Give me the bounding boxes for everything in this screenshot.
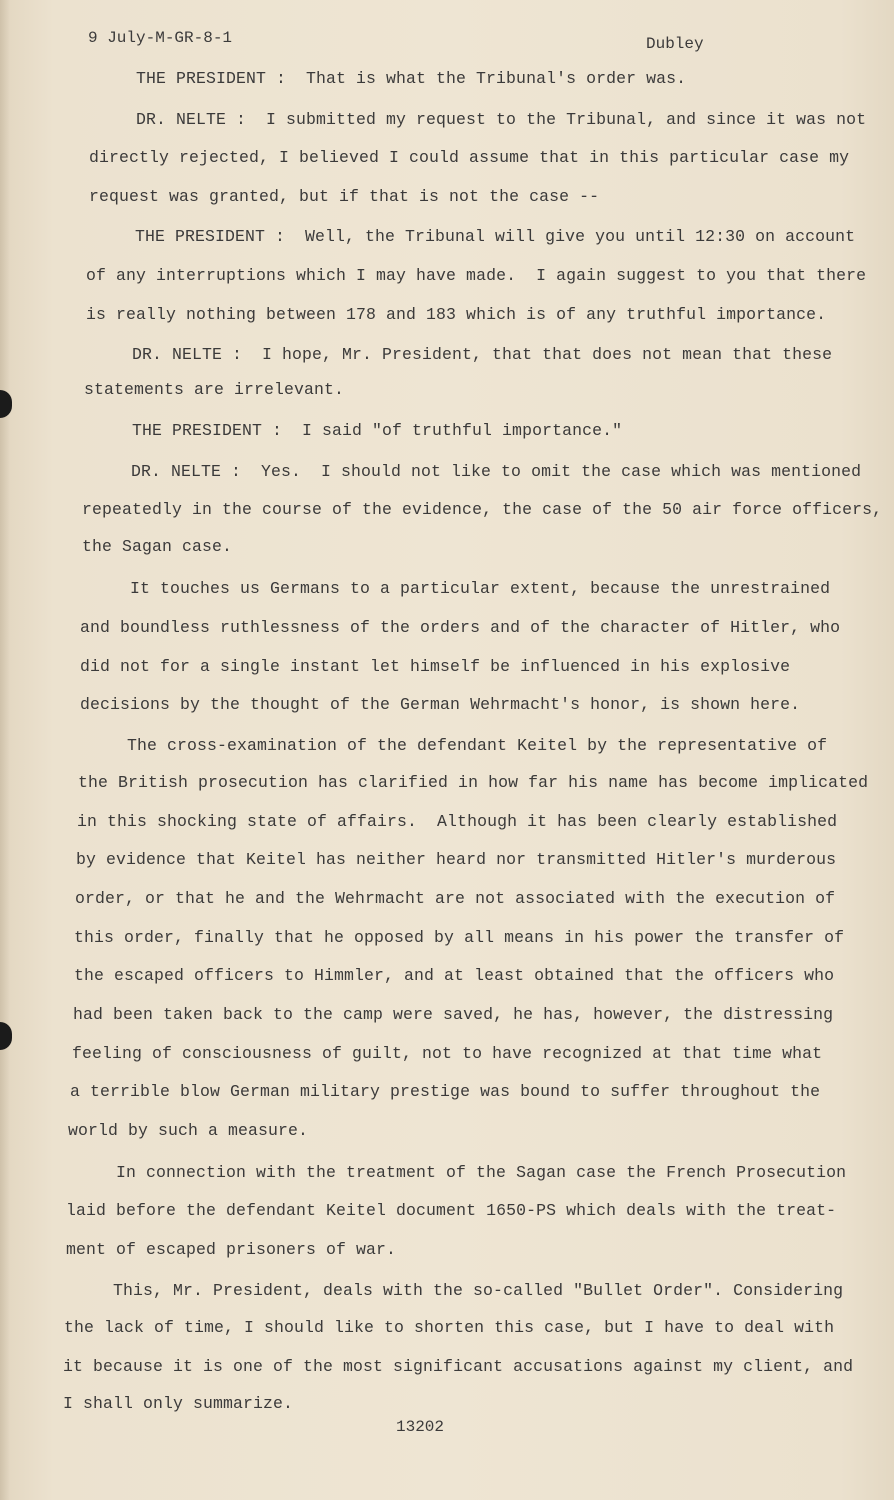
text-line: statements are irrelevant. — [84, 380, 345, 399]
text-line: and boundless ruthlessness of the orders and of the character of Hitler, who — [80, 618, 841, 637]
text-line: It touches us Germans to a particular extent, because the unrestrained — [130, 579, 831, 598]
text-line: THE PRESIDENT : Well, the Tribunal will give you until 12:30 on account — [135, 227, 856, 246]
text-line: it because it is one of the most significant accusations against my client, and — [63, 1357, 854, 1376]
text-line: DR. NELTE : I submitted my request to the Tribunal, and since it was not — [136, 110, 867, 129]
text-line: a terrible blow German military prestige was bound to suffer throughout the — [70, 1082, 821, 1101]
text-line: directly rejected, I believed I could assume that in this particular case my — [89, 148, 850, 167]
text-line: The cross-examination of the defendant Keitel by the representative of — [127, 736, 828, 755]
text-line: THE PRESIDENT : I said "of truthful importance." — [132, 421, 623, 440]
text-line: request was granted, but if that is not the case -- — [89, 187, 600, 206]
text-line: by evidence that Keitel has neither heard nor transmitted Hitler's murderous — [76, 850, 837, 869]
text-line: This, Mr. President, deals with the so-called "Bullet Order". Considering — [113, 1281, 844, 1300]
text-line: the escaped officers to Himmler, and at least obtained that the officers who — [74, 966, 835, 985]
text-line: DR. NELTE : I hope, Mr. President, that that does not mean that these — [132, 345, 833, 364]
document-reference: 9 July-M-GR-8-1 — [88, 29, 233, 47]
punch-hole-lower — [0, 1022, 12, 1050]
text-line: this order, finally that he opposed by all means in his power the transfer of — [74, 928, 845, 947]
text-line: of any interruptions which I may have made. I again suggest to you that there — [86, 266, 867, 285]
text-line: in this shocking state of affairs. Although it has been clearly established — [77, 812, 838, 831]
text-line: is really nothing between 178 and 183 which is of any truthful importance. — [86, 305, 827, 324]
text-line: did not for a single instant let himself be influenced in his explosive — [80, 657, 791, 676]
reporter-name: Dubley — [646, 35, 704, 53]
text-line: decisions by the thought of the German Wehrmacht's honor, is shown here. — [80, 695, 801, 714]
text-line: THE PRESIDENT : That is what the Tribunal's order was. — [136, 69, 687, 88]
text-line: had been taken back to the camp were saved, he has, however, the distressing — [73, 1005, 834, 1024]
text-line: laid before the defendant Keitel document 1650-PS which deals with the treat- — [66, 1201, 837, 1220]
left-edge-shadow — [0, 0, 10, 1500]
text-line: In connection with the treatment of the Sagan case the French Prosecution — [116, 1163, 847, 1182]
text-line: ment of escaped prisoners of war. — [66, 1240, 397, 1259]
text-line: repeatedly in the course of the evidence, the case of the 50 air force officers, — [82, 500, 883, 519]
punch-hole-upper — [0, 390, 12, 418]
text-line: world by such a measure. — [68, 1121, 309, 1140]
text-line: DR. NELTE : Yes. I should not like to omit the case which was mentioned — [131, 462, 862, 481]
text-line: the British prosecution has clarified in how far his name has become implicated — [78, 773, 869, 792]
text-line: the Sagan case. — [82, 537, 233, 556]
page-number: 13202 — [396, 1418, 445, 1436]
text-line: I shall only summarize. — [63, 1394, 294, 1413]
text-line: order, or that he and the Wehrmacht are not associated with the execution of — [75, 889, 836, 908]
text-line: feeling of consciousness of guilt, not to have recognized at that time what — [72, 1044, 823, 1063]
text-line: the lack of time, I should like to shorten this case, but I have to deal with — [64, 1318, 835, 1337]
